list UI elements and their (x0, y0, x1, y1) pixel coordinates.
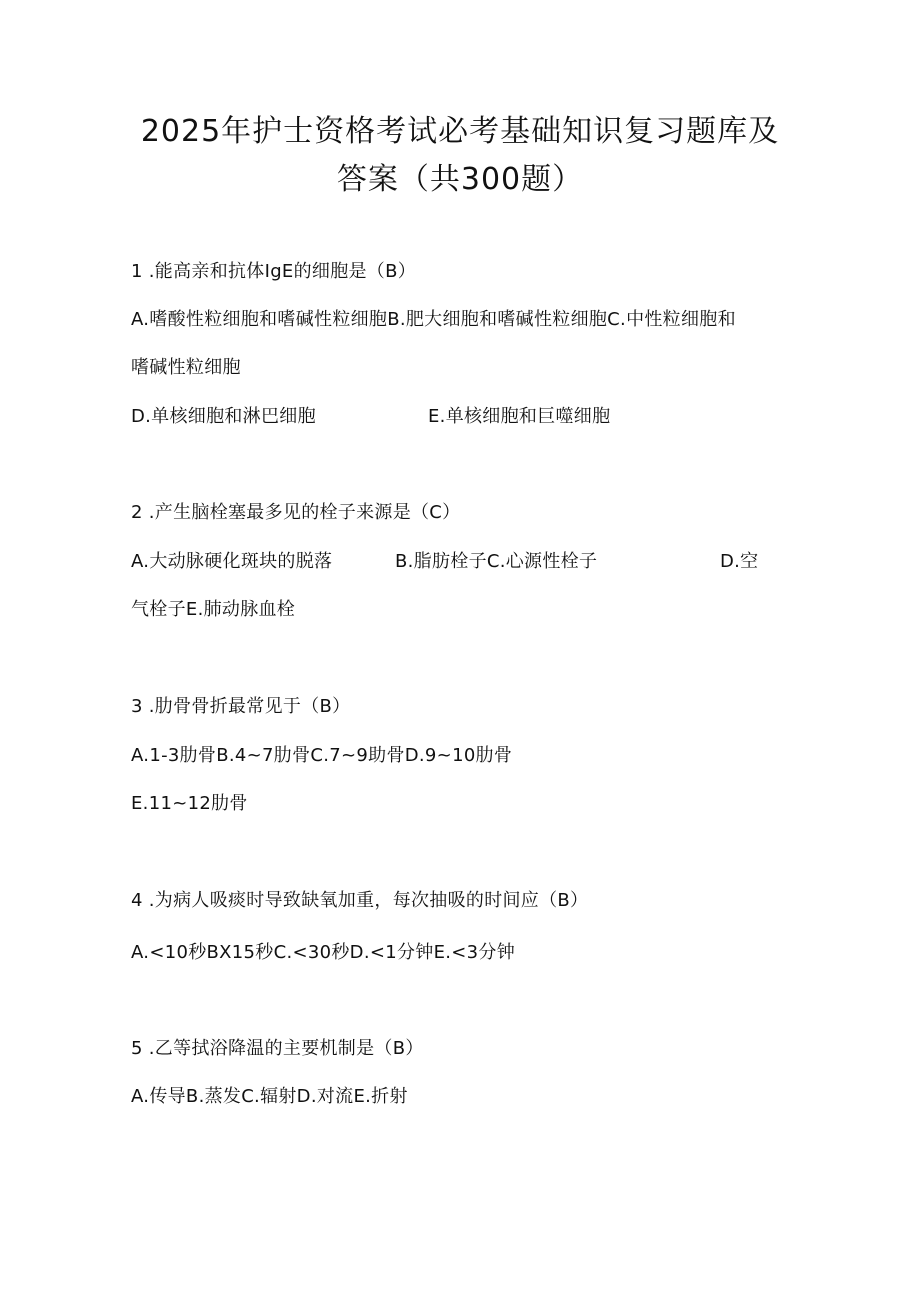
option-b-c: B.脂肪栓子C.心源性栓子 (395, 551, 598, 572)
question-options: A.嗜酸性粒细胞和嗜碱性粒细胞B.肥大细胞和嗜碱性粒细胞C.中性粒细胞和 (131, 309, 736, 330)
title-line-1: 2025年护士资格考试必考基础知识复习题库及 (140, 114, 780, 149)
question-stem: 4 .为病人吸痰时导致缺氧加重，每次抽吸的时间应（B） (131, 890, 589, 911)
question-options-continued: 嗜碱性粒细胞 (131, 357, 241, 378)
question-options-continued: E.11~12肋骨 (131, 793, 248, 814)
question-stem: 3 .肋骨骨折最常见于（B） (131, 696, 351, 717)
question-options: A.<10秒BX15秒C.<30秒D.<1分钟E.<3分钟 (131, 942, 516, 963)
title-line-2: 答案（共300题） (336, 162, 584, 197)
question-options: A.传导B.蒸发C.辐射D.对流E.折射 (131, 1086, 408, 1107)
question-stem: 1 .能高亲和抗体IgE的细胞是（B） (131, 261, 417, 282)
option-d: D.空 (720, 551, 759, 572)
option-d: D.单核细胞和淋巴细胞 (131, 406, 316, 427)
question-stem: 2 .产生脑栓塞最多见的栓子来源是（C） (131, 502, 461, 523)
question-options-continued: 气栓子E.肺动脉血栓 (131, 599, 296, 620)
option-a: A.大动脉硬化斑块的脱落 (131, 551, 333, 572)
question-stem: 5 .乙等拭浴降温的主要机制是（B） (131, 1038, 424, 1059)
option-e: E.单核细胞和巨噬细胞 (428, 406, 611, 427)
question-options: A.1-3肋骨B.4~7肋骨C.7~9助骨D.9~10肋骨 (131, 745, 513, 766)
